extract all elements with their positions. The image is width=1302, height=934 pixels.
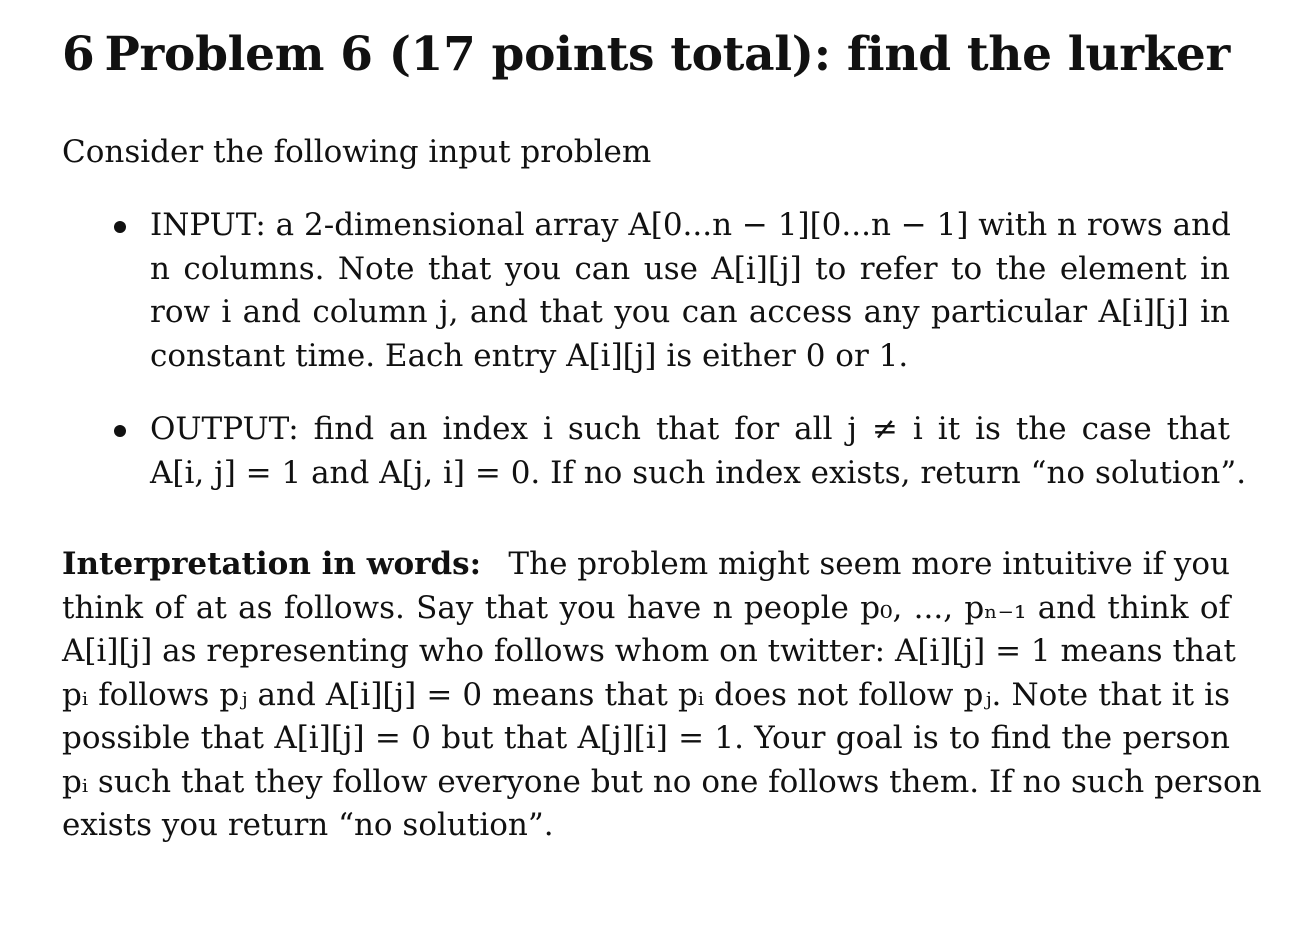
interpretation-paragraph (62, 543, 1262, 848)
section-number: 6 (62, 27, 95, 82)
bullet-line: INPUT: a 2-dimensional array A[0...n − 1][0...n − 1] with n rows and (150, 207, 1231, 243)
bullet-line: row i and column j, and that you can access any particular A[i][j] in (150, 294, 1230, 330)
input-bullet (62, 204, 1230, 378)
intro-paragraph: Consider the following input problem (62, 134, 652, 170)
document-page (62, 22, 1262, 848)
interpretation-line: exists you return “no solution”. (62, 807, 554, 843)
bullet-line: A[i, j] = 1 and A[j, i] = 0. If no such index exists, return “no solution”. (150, 454, 1247, 491)
bullet-list (62, 204, 1247, 495)
interpretation-line: The problem might seem more intuitive if you (508, 546, 1230, 582)
interpretation-line: think of at as follows. Say that you have n people p₀, ..., pₙ₋₁ and think of (62, 589, 1230, 626)
output-bullet (62, 408, 1247, 495)
interpretation-label: Interpretation in words: (62, 546, 482, 582)
section-title: Problem 6 (17 points total): find the lurker (104, 27, 1230, 82)
bullet-line: constant time. Each entry A[i][j] is either 0 or 1. (150, 337, 909, 374)
interpretation-line: pᵢ such that they follow everyone but no one follows them. If no such person (62, 763, 1262, 800)
bullet-dot (114, 425, 126, 437)
interpretation-line: A[i][j] as representing who follows whom on twitter: A[i][j] = 1 means that (62, 633, 1236, 669)
interpretation-line: possible that A[i][j] = 0 but that A[j][i] = 1. Your goal is to find the person (62, 720, 1230, 756)
interpretation-line: pᵢ follows pⱼ and A[i][j] = 0 means that pᵢ does not follow pⱼ. Note that it is (62, 676, 1230, 713)
bullet-dot (114, 221, 126, 233)
section-heading (62, 22, 1230, 88)
bullet-line: OUTPUT: find an index i such that for all j ≠ i it is the case that (150, 411, 1230, 447)
interpretation-first-line (62, 543, 1230, 587)
bullet-line: n columns. Note that you can use A[i][j] to refer to the element in (150, 250, 1230, 287)
